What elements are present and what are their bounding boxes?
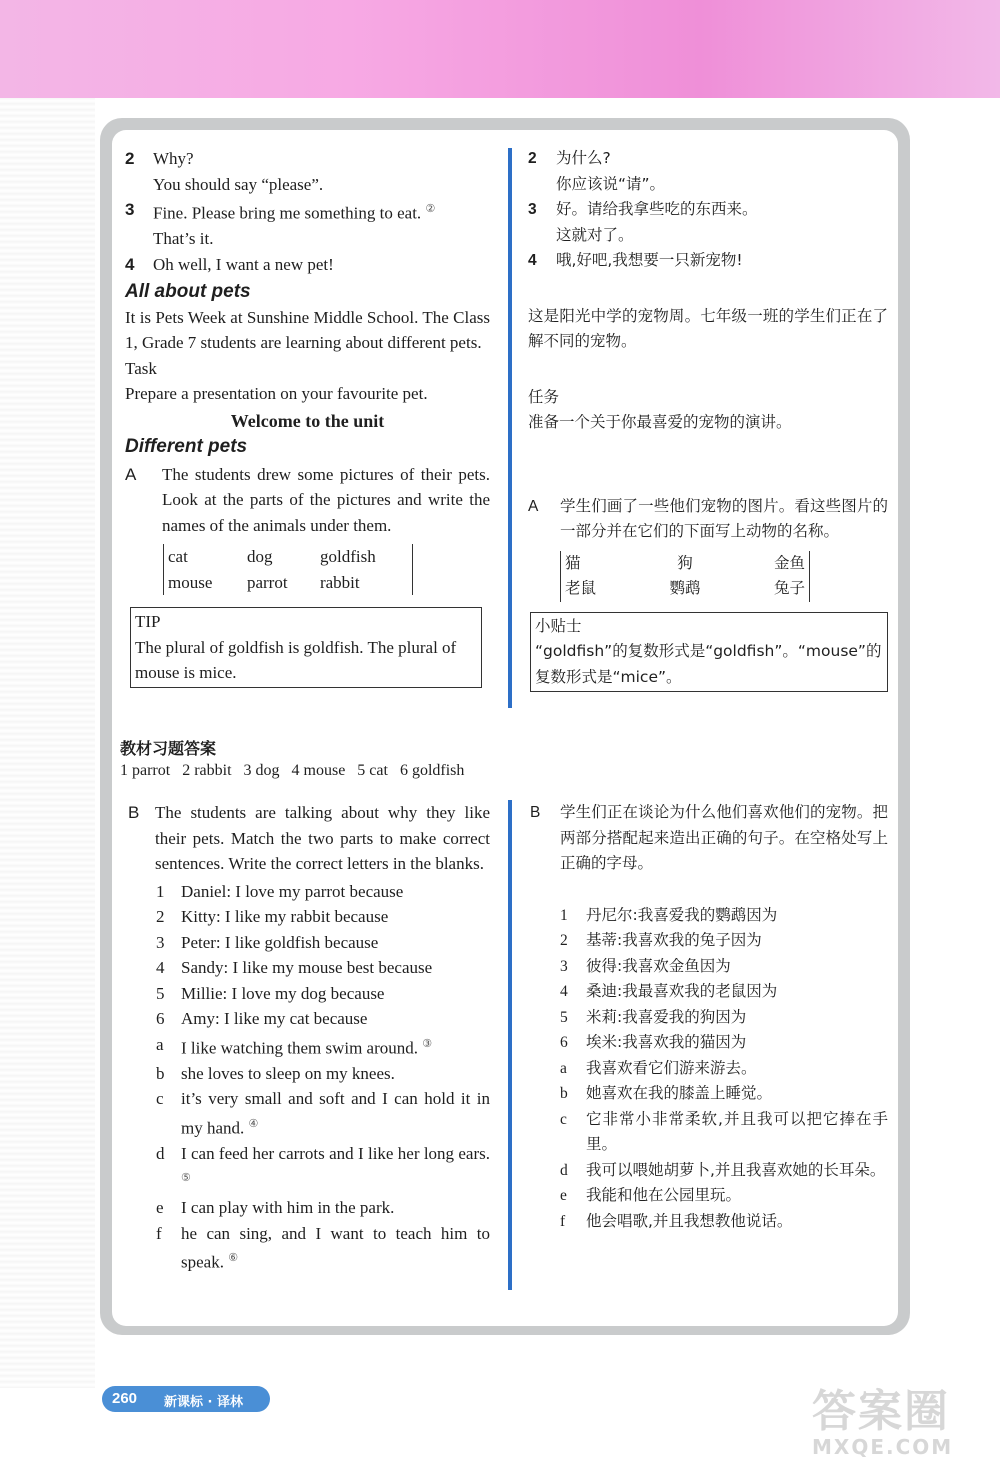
word: 鹦鹉 <box>669 579 701 597</box>
match-item-cn: f 他会唱歌,并且我想教他说话。 <box>560 1211 793 1230</box>
exercise-label: B <box>530 804 541 821</box>
dialogue-item <box>125 146 490 197</box>
match-item: 1 Daniel: I love my parrot because <box>156 881 404 901</box>
dialogue-item <box>125 197 490 252</box>
item-number: 3 <box>125 200 135 219</box>
task-label-cn: 任务 <box>528 387 560 406</box>
exercise-a-cn <box>528 494 888 545</box>
word-row <box>164 544 413 570</box>
answers-title: 教材习题答案 <box>120 739 217 758</box>
word: parrot <box>246 572 288 592</box>
exercise-instructions-cn: 学生们画了一些他们宠物的图片。看这些图片的一部分并在它们的下面写上动物的名称。 <box>560 496 888 540</box>
top-right-column <box>528 146 888 692</box>
exercise-label: A <box>125 464 137 484</box>
match-item-cn: a 我喜欢看它们游来游去。 <box>560 1058 757 1077</box>
match-item: a I like watching them swim around. ③ <box>156 1034 433 1058</box>
match-item-cn: 3 彼得:我喜欢金鱼因为 <box>560 956 731 975</box>
dialogue-line: 你应该说“请”。 <box>556 174 666 193</box>
word: goldfish <box>319 547 376 567</box>
footnote-mark: ② <box>425 203 436 215</box>
bottom-right-column <box>530 800 888 1234</box>
dialogue-line: 这就对了。 <box>556 225 634 244</box>
tip-title-cn: 小贴士 <box>535 616 582 635</box>
word: dog <box>246 547 273 567</box>
exercise-instructions: The students drew some pictures of their pets. Look at the parts of the pictures and write the names of the animals under them. <box>162 464 490 535</box>
match-item: d I can feed her carrots and I like her long ears. ⑤ <box>156 1143 490 1185</box>
match-item-cn: b 她喜欢在我的膝盖上睡觉。 <box>560 1084 773 1102</box>
dialogue-item <box>528 146 888 197</box>
dialogue-line: That’s it. <box>153 229 214 249</box>
tip-box-cn <box>530 612 888 693</box>
match-item: 3 Peter: I like goldfish because <box>156 932 379 952</box>
tip-text-cn: “goldfish”的复数形式是“goldfish”。“mouse”的复数形式是“mice”。 <box>535 642 882 686</box>
match-list <box>128 879 490 1276</box>
footnote-mark: ⑤ <box>181 1172 191 1185</box>
section-heading: All about pets <box>125 281 251 303</box>
dialogue-line: 哦,好吧,我想要一只新宠物! <box>556 251 743 269</box>
word: mouse <box>168 572 213 592</box>
word: 金鱼 <box>773 553 805 572</box>
dialogue-item <box>125 252 490 278</box>
dialogue-line: You should say “please”. <box>153 174 324 194</box>
dialogue-item <box>528 197 888 248</box>
footnote-mark: ④ <box>248 1117 259 1130</box>
dialogue-line: 为什么? <box>556 149 611 167</box>
item-number: 2 <box>125 149 135 168</box>
tip-box <box>130 607 482 688</box>
word-row <box>561 551 810 577</box>
tip-text: The plural of goldfish is goldfish. The plural of mouse is mice. <box>135 637 457 683</box>
page-footer-badge <box>102 1386 270 1412</box>
exercise-instructions-cn: 学生们正在谈论为什么他们喜欢他们的宠物。把两部分搭配起来造出正确的句子。在空格处写上正确的字母。 <box>560 803 888 872</box>
answers-band <box>112 730 898 792</box>
match-item-cn: 6 埃米:我喜欢我的猫因为 <box>560 1033 747 1051</box>
task-text-cn: 准备一个关于你最喜爱的宠物的演讲。 <box>528 413 792 431</box>
exercise-b <box>128 800 490 877</box>
task-text: Prepare a presentation on your favourite pet. <box>125 384 428 404</box>
dialogue-line: Why? <box>153 149 194 168</box>
word: 猫 <box>565 553 581 572</box>
match-item: f he can sing, and I want to teach him to speak. ⑥ <box>156 1223 490 1273</box>
match-item: 2 Kitty: I like my rabbit because <box>156 907 389 926</box>
word: 老鼠 <box>565 579 597 597</box>
item-number: 4 <box>125 254 135 274</box>
match-item: e I can play with him in the park. <box>156 1198 395 1218</box>
word-box-cn <box>560 551 810 602</box>
word: 狗 <box>677 553 693 572</box>
dialogue-line: Oh well, I want a new pet! <box>153 254 334 274</box>
task-label: Task <box>125 358 157 378</box>
watermark-logo: 答案圈 MXQE.COM <box>812 1386 954 1459</box>
exercise-label: A <box>528 497 539 515</box>
exercise-instructions: The students are talking about why they like their pets. Match the two parts to make correct sentences. Write the correct letters in the blanks. <box>155 803 490 873</box>
intro-paragraph: It is Pets Week at Sunshine Middle School. The Class 1, Grade 7 students are learning about different pets. <box>125 307 490 353</box>
page-edge-texture <box>0 98 95 1388</box>
top-color-band <box>0 0 1000 98</box>
section-heading: Different pets <box>125 436 248 458</box>
match-item-cn: 5 米莉:我喜爱我的狗因为 <box>560 1007 747 1026</box>
item-number: 3 <box>528 201 537 218</box>
match-item-cn: 2 基蒂:我喜欢我的兔子因为 <box>560 931 762 949</box>
dialogue-item <box>528 248 888 274</box>
word-row <box>561 576 810 602</box>
answers-text: 1 parrot 2 rabbit 3 dog 4 mouse 5 cat 6 goldfish <box>120 762 465 779</box>
match-item-cn: d 我可以喂她胡萝卜,并且我喜欢她的长耳朵。 <box>560 1160 886 1179</box>
tip-title: TIP <box>135 612 161 632</box>
word: rabbit <box>319 572 360 592</box>
footnote-mark: ③ <box>422 1037 433 1050</box>
page-number: 260 <box>112 1390 138 1407</box>
series-name: 新课标 · 译林 <box>164 1395 243 1410</box>
match-item-cn: 4 桑迪:我最喜欢我的老鼠因为 <box>560 982 778 1000</box>
item-number: 2 <box>528 150 537 167</box>
exercise-a <box>125 462 490 539</box>
match-item: b she loves to sleep on my knees. <box>156 1063 395 1083</box>
exercise-label: B <box>128 803 140 822</box>
match-item-cn: c 它非常小非常柔软,并且我可以把它捧在手里。 <box>560 1109 888 1153</box>
column-divider-top <box>508 148 512 708</box>
word-box <box>163 544 413 595</box>
word-row <box>164 570 413 596</box>
footnote-mark: ⑥ <box>228 1252 239 1265</box>
word: cat <box>168 547 188 567</box>
dialogue-line: Fine. Please bring me something to eat. <box>153 203 422 223</box>
item-number: 4 <box>528 252 537 269</box>
top-left-column <box>125 146 490 688</box>
dialogue-line: 好。请给我拿些吃的东西来。 <box>556 200 758 218</box>
match-item-cn: 1 丹尼尔:我喜爱我的鹦鹉因为 <box>560 905 778 924</box>
column-divider-bottom <box>508 800 512 1290</box>
word: 兔子 <box>773 579 805 597</box>
match-item: 6 Amy: I like my cat because <box>156 1009 368 1028</box>
match-item: 5 Millie: I love my dog because <box>156 983 385 1003</box>
match-item: c it’s very small and soft and I can hold it in my hand. ④ <box>156 1089 490 1138</box>
bottom-left-column <box>128 800 490 1276</box>
match-item-cn: e 我能和他在公园里玩。 <box>560 1186 742 1204</box>
match-list-cn <box>530 903 888 1235</box>
exercise-b-cn <box>530 800 888 877</box>
match-item: 4 Sandy: I like my mouse best because <box>156 958 433 977</box>
unit-title: Welcome to the unit <box>230 410 385 431</box>
intro-paragraph-cn: 这是阳光中学的宠物周。七年级一班的学生们正在了解不同的宠物。 <box>528 306 888 350</box>
